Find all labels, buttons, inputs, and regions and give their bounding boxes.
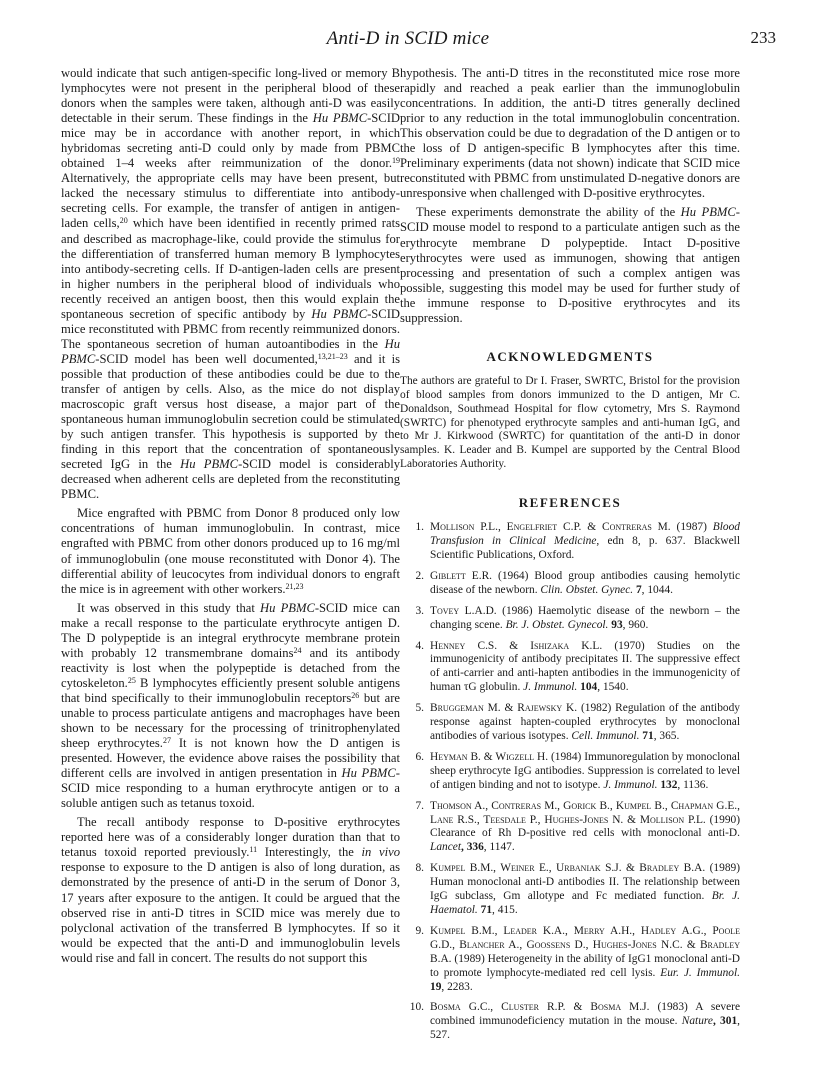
paragraph-recall-response: [61, 601, 400, 812]
reference-tail: , 527.: [430, 1015, 741, 1042]
text-run: -SCID mice may be in accordance with another report, in which hybridomas secreting anti-D could only by made from PBMC obtained 1–4 weeks after reimmunization of the donor.: [61, 111, 400, 171]
text-run: These experiments demonstrate the ability of the: [416, 205, 681, 220]
text-run: B lymphocytes efficiently present soluble antigens that bind specifically to their immunoglobulin receptors: [61, 675, 400, 705]
text-run: Mice engrafted with PBMC from Donor 8 produced only low concentrations of human immunoglobulin. In contrast, mice engrafted with PBMC from other donors produced up to 16 mg/ml of immunoglobulin (one mouse reconstituted with Donor 4). The differential ability of leucocytes from individual donors to engraft the mice is in agreement with other workers.: [61, 506, 400, 596]
italic-term: Hu PBMC: [680, 205, 736, 220]
reference-authors: Heyman B. & Wigzell H.: [430, 750, 549, 763]
reference-journal: Nature: [681, 1015, 713, 1028]
reference-tail: , edn 8, p. 637. Blackwell Scientific Publications, Oxford.: [430, 535, 740, 562]
reference-tail: , 365.: [653, 730, 680, 743]
reference-authors: Bruggeman M. & Rajewsky K.: [430, 702, 578, 715]
references-heading: REFERENCES: [518, 495, 622, 511]
text-run: It is not known how the D antigen is presented. However, the evidence above raises the possibility that different cells are involved in antigen presentation in: [61, 736, 400, 781]
reference-authors: Kumpel B.M., Weiner E., Urbaniak S.J. & Bradley B.A.: [430, 862, 706, 875]
reference-number: 6.: [415, 750, 424, 763]
text-run: -SCID mice reconstituted with PBMC from recently reimmunized donors. The spontaneous secretion of human autoantibodies in the: [61, 306, 400, 351]
reference-text: (1982) Regulation of the antibody response against hapten-coupled erythrocytes by monoclonal antibodies of various isotypes.: [430, 702, 740, 743]
reference-tail: , 1044.: [641, 583, 673, 596]
reference-item: [400, 521, 740, 563]
reference-text: (1987): [670, 521, 713, 534]
reference-volume: 71: [477, 903, 493, 916]
text-run: The recall antibody response to D-positive erythrocytes reported here was of a considerably longer duration than that to tetanus toxoid reported previously.: [61, 815, 400, 860]
paragraph-donor-engraftment: [61, 506, 400, 596]
text-run: -SCID mice responding to a human erythrocyte antigen or to a soluble antigen such as tetanus toxoid.: [61, 766, 400, 811]
reference-item: [400, 1001, 740, 1043]
text-run: and it is possible that production of these antibodies could be due to the transfer of antigen by cells. Also, as the mice do not display macroscopic graft versus host disease, a major part of the spontaneous human immunoglobulin secretion could be stimulated by such antigen transfer. This hypothesis is supported by the finding in this report that the concentration of spontaneously secreted IgG in the: [61, 351, 401, 472]
paragraph-conclusion: [400, 205, 740, 325]
reference-tail: , 1136.: [677, 778, 709, 791]
reference-number: 8.: [415, 862, 424, 875]
left-column: [61, 66, 400, 966]
text-run: would indicate that such antigen-specific long-lived or memory B lymphocytes were not present in the peripheral blood of these donors when the samples were taken, although anti-D was easily detectable in their serum. These findings in the: [61, 66, 400, 126]
reference-text: (1986) Haemolytic disease of the newborn – the changing scene.: [430, 604, 740, 631]
reference-number: 10.: [409, 1001, 424, 1014]
reference-volume: , 336: [461, 841, 484, 854]
right-column: [400, 66, 740, 1050]
text-run: response to exposure to the D antigen is also of long duration, as demonstrated by the presence of anti-D in the serum of Donor 3, 17 years after exposure to the antigen. It could be argued that the observed rise in anti-D titres in SCID mice was merely due to polyclonal activation of the transferred B lymphocytes. If so it would be expected that the anti-D and immunoglobulin levels would rise and fall in concert. The results do not support this: [61, 860, 400, 965]
reference-journal: Clin. Obstet. Gynec.: [540, 583, 634, 596]
reference-number: 7.: [415, 799, 424, 812]
reference-journal: Br. J. Haematol.: [430, 890, 740, 916]
text-run: Alternatively, the appropriate cells may have been present, but lacked the necessary stimulus to differentiate into antibody-secreting cells. For example, the transfer of antigen in antigen-laden cells,: [61, 171, 400, 231]
reference-tail: , 1147.: [483, 841, 515, 854]
page-header: [40, 26, 776, 54]
reference-text: (1964) Blood group antibodies causing hemolytic disease of the newborn.: [430, 569, 740, 596]
acknowledgments-heading: ACKNOWLEDGMENTS: [486, 348, 654, 364]
reference-authors: Bosma G.C., Cluster R.P. & Bosma M.J.: [430, 1001, 650, 1014]
reference-item: [400, 751, 740, 793]
reference-item: [400, 800, 740, 856]
italic-term: in vivo: [361, 845, 401, 860]
reference-item: [400, 570, 740, 598]
italic-term: Hu PBMC: [260, 600, 315, 615]
text-run: -SCID mice can make a recall response to the particulate erythrocyte antigen D. The D polypeptide is an integral erythrocyte membrane protein with probably 12 transmembrane domains: [61, 600, 400, 660]
reference-number: 9.: [415, 924, 424, 937]
reference-text: (1989) Heterogeneity in the ability of IgG1 monoclonal anti-D to promote lymphocyte-mediated red cell lysis.: [430, 952, 740, 979]
text-run: and its antibody reactivity is lost when the polypeptide is detached from the cytoskeleton.: [61, 645, 400, 690]
reference-authors: Kumpel B.M., Leader K.A., Merry A.H., Hadley A.G., Poole G.D., Blancher A., Goossens D., Hughes-Jones N.C. & Bradley B.A.: [430, 924, 740, 965]
text-run: -SCID mouse model to respond to a particulate antigen such as the erythrocyte membrane D polypeptide. Intact D-positive erythrocytes were used as immunogen, showing that antigen processing and presentation of such a complex antigen was possible, suggesting this model may be used for further study of the immune response to D-positive erythrocytes and its suppression.: [400, 205, 740, 325]
reference-journal: J. Immunol.: [523, 681, 578, 694]
text-run: -SCID model has been well documented,: [95, 351, 318, 366]
reference-authors: Giblett E.R.: [430, 569, 493, 582]
reference-volume: 19: [430, 980, 442, 993]
citation-superscript: 19: [392, 156, 400, 166]
italic-term: Hu PBMC: [311, 306, 368, 321]
italic-term: Hu PBMC: [61, 336, 400, 366]
acknowledgments-text: The authors are grateful to Dr I. Fraser, SWRTC, Bristol for the provision of blood samples from donors immunized to the D antigen, Mr C. Donaldson, Southmead Hospital for flow cytometry, Mrs S. Raymond (SWRTC) for phenotyped erythrocyte samples and anti-human IgG, and to Mr J. Kirkwood (SWRTC) for quantitation of the anti-D in donor samples. K. Leader and B. Kumpel are supported by the Central Blood Laboratories Authority.: [400, 374, 740, 471]
citation-superscript: 26: [351, 690, 360, 700]
reference-item: [400, 702, 740, 744]
reference-journal: Eur. J. Immunol.: [660, 966, 740, 979]
text-run: Interestingly, the: [257, 845, 362, 860]
italic-term: Hu PBMC: [341, 766, 396, 781]
reference-text: (1983) A severe combined immunodeficiency mutation in the mouse.: [430, 1001, 741, 1028]
reference-item: [400, 605, 740, 633]
reference-volume: 71: [639, 730, 654, 743]
text-run: which have been identified in recently primed rats and described as macrophage-like, could provide the stimulus for the differentiation of transferred human memory B lymphocytes into antibody-secreting cells. If D-antigen-laden cells are present in higher numbers in the peripheral blood of individuals who recently received an antigen boost, then this would explain the spontaneous secretion of specific antibody by: [61, 216, 400, 321]
reference-authors: Tovey L.A.D.: [430, 604, 497, 617]
reference-item: [400, 862, 740, 918]
reference-text: (1990) Clearance of Rh D-positive red cells with monoclonal anti-D.: [430, 813, 741, 840]
reference-journal: Lancet: [430, 841, 462, 854]
reference-volume: , 301: [712, 1015, 738, 1028]
reference-tail: , 1540.: [597, 681, 629, 694]
text-run: -SCID model is considerably decreased when adherent cells are depleted from the reconstituting PBMC.: [61, 457, 400, 502]
citation-superscript: 20: [119, 216, 128, 226]
reference-journal: Blood Transfusion in Clinical Medicine: [430, 521, 740, 548]
reference-journal: J. Immunol.: [603, 778, 658, 791]
reference-journal: Cell. Immunol.: [571, 730, 640, 743]
reference-tail: , 960.: [622, 618, 649, 631]
reference-number: 5.: [415, 702, 424, 715]
reference-item: [400, 640, 740, 696]
reference-volume: 104: [577, 681, 598, 694]
citation-superscript: 24: [293, 645, 302, 655]
citation-superscript: 13,21–23: [317, 351, 348, 361]
reference-authors: Mollison P.L., Engelfriet C.P. & Contreras M.: [430, 521, 671, 534]
citation-superscript: 25: [127, 675, 136, 685]
citation-superscript: 27: [162, 736, 171, 746]
reference-number: 4.: [415, 639, 424, 652]
text-run: It was observed in this study that: [77, 600, 261, 615]
reference-text: (1984) Immunoregulation by monoclonal sheep erythrocyte IgG antibodies. Suppression is correlated to level of antigen binding and not to isotype.: [430, 750, 740, 791]
reference-authors: Henney C.S. & Ishizaka K.L.: [430, 639, 603, 652]
reference-number: 1.: [415, 521, 424, 534]
paragraph-duration: [61, 815, 400, 965]
page-number: 233: [750, 28, 776, 47]
reference-item: [400, 925, 740, 995]
reference-volume: 132: [657, 778, 678, 791]
text-run: but are unable to process particulate antigens and macrophages have been shown to be necessary for the processing of trinitrophenylated sheep erythrocytes.: [61, 690, 400, 751]
reference-list: [400, 521, 740, 1043]
reference-volume: 7: [633, 583, 642, 596]
reference-authors: Thomson A., Contreras M., Gorick B., Kumpel B., Chapman G.E., Lane R.S., Teesdale P., Hughes-Jones N. & Mollison P.L.: [430, 799, 740, 826]
reference-number: 2.: [415, 569, 424, 582]
reference-tail: , 2283.: [441, 980, 473, 993]
citation-superscript: 21,23: [285, 581, 304, 591]
paragraph-continuation: [61, 66, 400, 502]
italic-term: Hu PBMC: [312, 111, 368, 126]
reference-volume: 93: [608, 618, 623, 631]
paragraph-hypothesis: hypothesis. The anti-D titres in the reconstituted mice rose more rapidly and reached a peak earlier than the immunoglobulin concentrations. In addition, the anti-D titres generally declined prior to any reduction in the total immunoglobulin concentration. This observation could be due to degradation of the D antigen or to the loss of D antigen-specific B lymphocytes after this time. Preliminary experiments (data not shown) indicate that SCID mice reconstituted with PBMC from unstimulated D-negative donors are unresponsive when challenged with D-positive erythrocytes.: [400, 66, 740, 201]
reference-text: (1970) Studies on the immunogenicity of antibody precipitates II. The suppressive effect of anti-carrier and anti-hapten antibodies in the immunogenicity of human τG globulin.: [430, 639, 740, 694]
citation-superscript: 11: [249, 845, 258, 855]
running-title: Anti-D in SCID mice: [326, 28, 490, 49]
reference-text: (1989) Human monoclonal anti-D antibodies II. The relationship between IgG subclass, Gm allotype and Fc mediated function.: [430, 862, 740, 903]
reference-number: 3.: [415, 604, 424, 617]
reference-tail: , 415.: [492, 903, 518, 916]
italic-term: Hu PBMC: [180, 457, 239, 472]
reference-journal: Br. J. Obstet. Gynecol.: [505, 618, 609, 631]
